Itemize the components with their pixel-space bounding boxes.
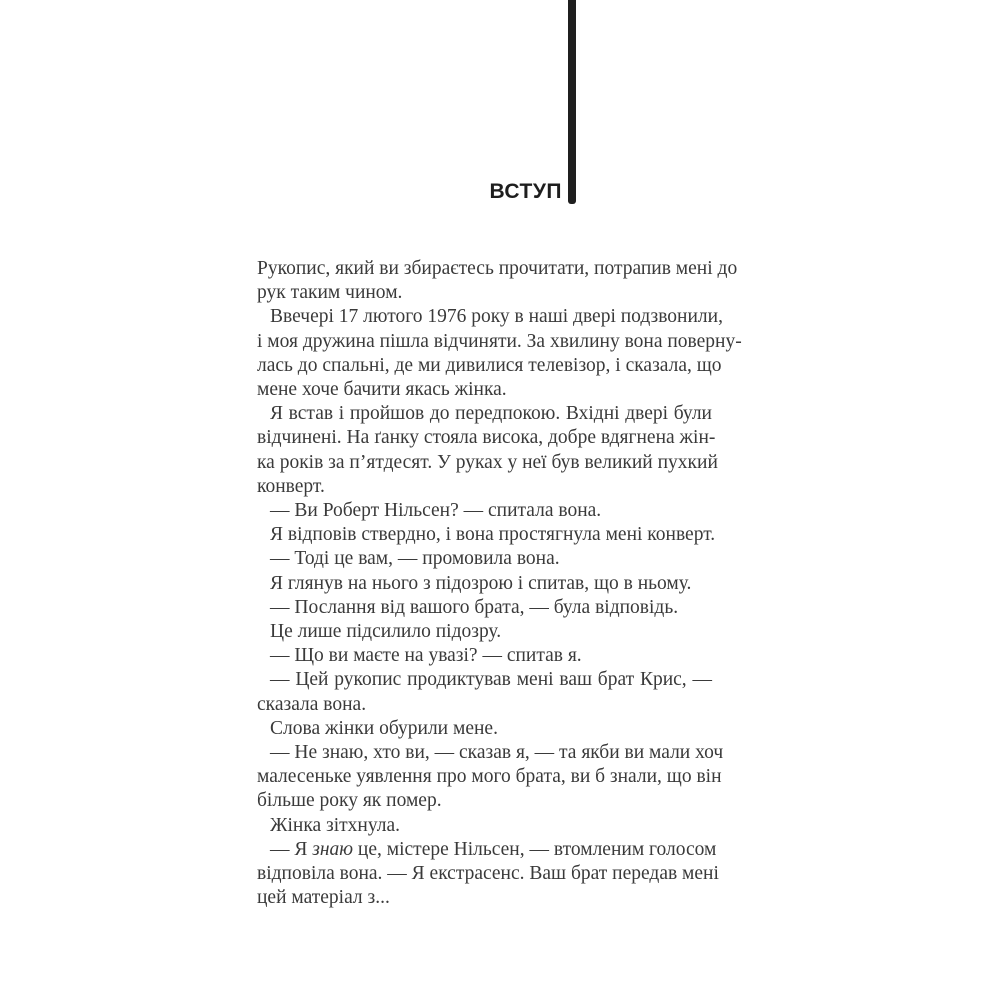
text-line: Рукопис, який ви збираєтесь прочитати, потрапив мені до <box>257 258 738 279</box>
paragraph <box>257 814 712 838</box>
text-line: і моя дружина пішла відчиняти. За хвилину вона поверну- <box>257 330 742 352</box>
text-line: більше року як помер. <box>257 790 442 812</box>
paragraph <box>257 741 724 814</box>
paragraph <box>257 717 712 741</box>
emphasized-word: знаю <box>312 838 354 860</box>
paragraph <box>257 668 712 716</box>
text-line: відчинені. На ґанку стояла висока, добре вдягнена жін- <box>257 427 716 449</box>
text-line: — Не знаю, хто ви, — сказав я, — та якби ви мали хоч <box>270 742 724 764</box>
text-line: Ввечері 17 лютого 1976 року в наші двері подзвонили, <box>270 306 723 328</box>
paragraph <box>257 257 738 305</box>
text-fragment: — Я <box>270 838 313 860</box>
paragraph <box>257 572 712 596</box>
text-line: — Ви Роберт Нільсен? — спитала вона. <box>270 500 602 522</box>
text-line: конверт. <box>257 475 325 497</box>
text-line: — Послання від вашого брата, — була відповідь. <box>270 596 679 618</box>
text-line: мене хоче бачити якась жінка. <box>257 379 507 401</box>
text-line: лась до спальні, де ми дивилися телевізор, і сказала, що <box>257 354 722 376</box>
paragraph <box>257 402 718 499</box>
paragraph <box>257 644 712 668</box>
chapter-title: ВСТУП <box>489 180 562 203</box>
text-line: — Що ви маєте на увазі? — спитав я. <box>270 645 582 667</box>
text-line: ка років за п’ятдесят. У руках у неї був великий пухкий <box>257 451 718 473</box>
paragraph <box>257 499 712 523</box>
text-line: сказала вона. <box>257 693 367 715</box>
body-text <box>257 257 742 910</box>
text-line: Жінка зітхнула. <box>270 814 401 836</box>
text-line: Я відповів ствердно, і вона простягнула мені конверт. <box>270 524 716 546</box>
paragraph <box>257 838 719 911</box>
text-line: відповіла вона. — Я екстрасенс. Ваш брат передав мені <box>257 863 719 885</box>
paragraph <box>257 305 742 402</box>
text-line <box>257 838 717 862</box>
text-line: Це лише підсилило підозру. <box>270 621 502 643</box>
chapter-vertical-rule <box>568 0 576 204</box>
text-line: малесеньке уявлення про мого брата, ви б знали, що він <box>257 766 722 788</box>
paragraph <box>257 620 712 644</box>
text-line: цей матеріал з... <box>257 887 390 909</box>
text-line: — Цей рукопис продиктував мені ваш брат Крис, — <box>270 669 712 691</box>
text-line: Слова жінки обурили мене. <box>270 717 498 739</box>
text-line: Я встав і пройшов до передпокою. Вхідні двері були <box>270 403 712 425</box>
text-line: рук таким чином. <box>257 282 403 304</box>
paragraph <box>257 596 712 620</box>
text-fragment: це, містере Нільсен, — втомленим голосом <box>353 838 717 860</box>
paragraph <box>257 547 712 571</box>
text-line: Я глянув на нього з підозрою і спитав, що в ньому. <box>270 572 692 594</box>
paragraph <box>257 523 716 547</box>
text-line: — Тоді це вам, — промовила вона. <box>270 548 560 570</box>
